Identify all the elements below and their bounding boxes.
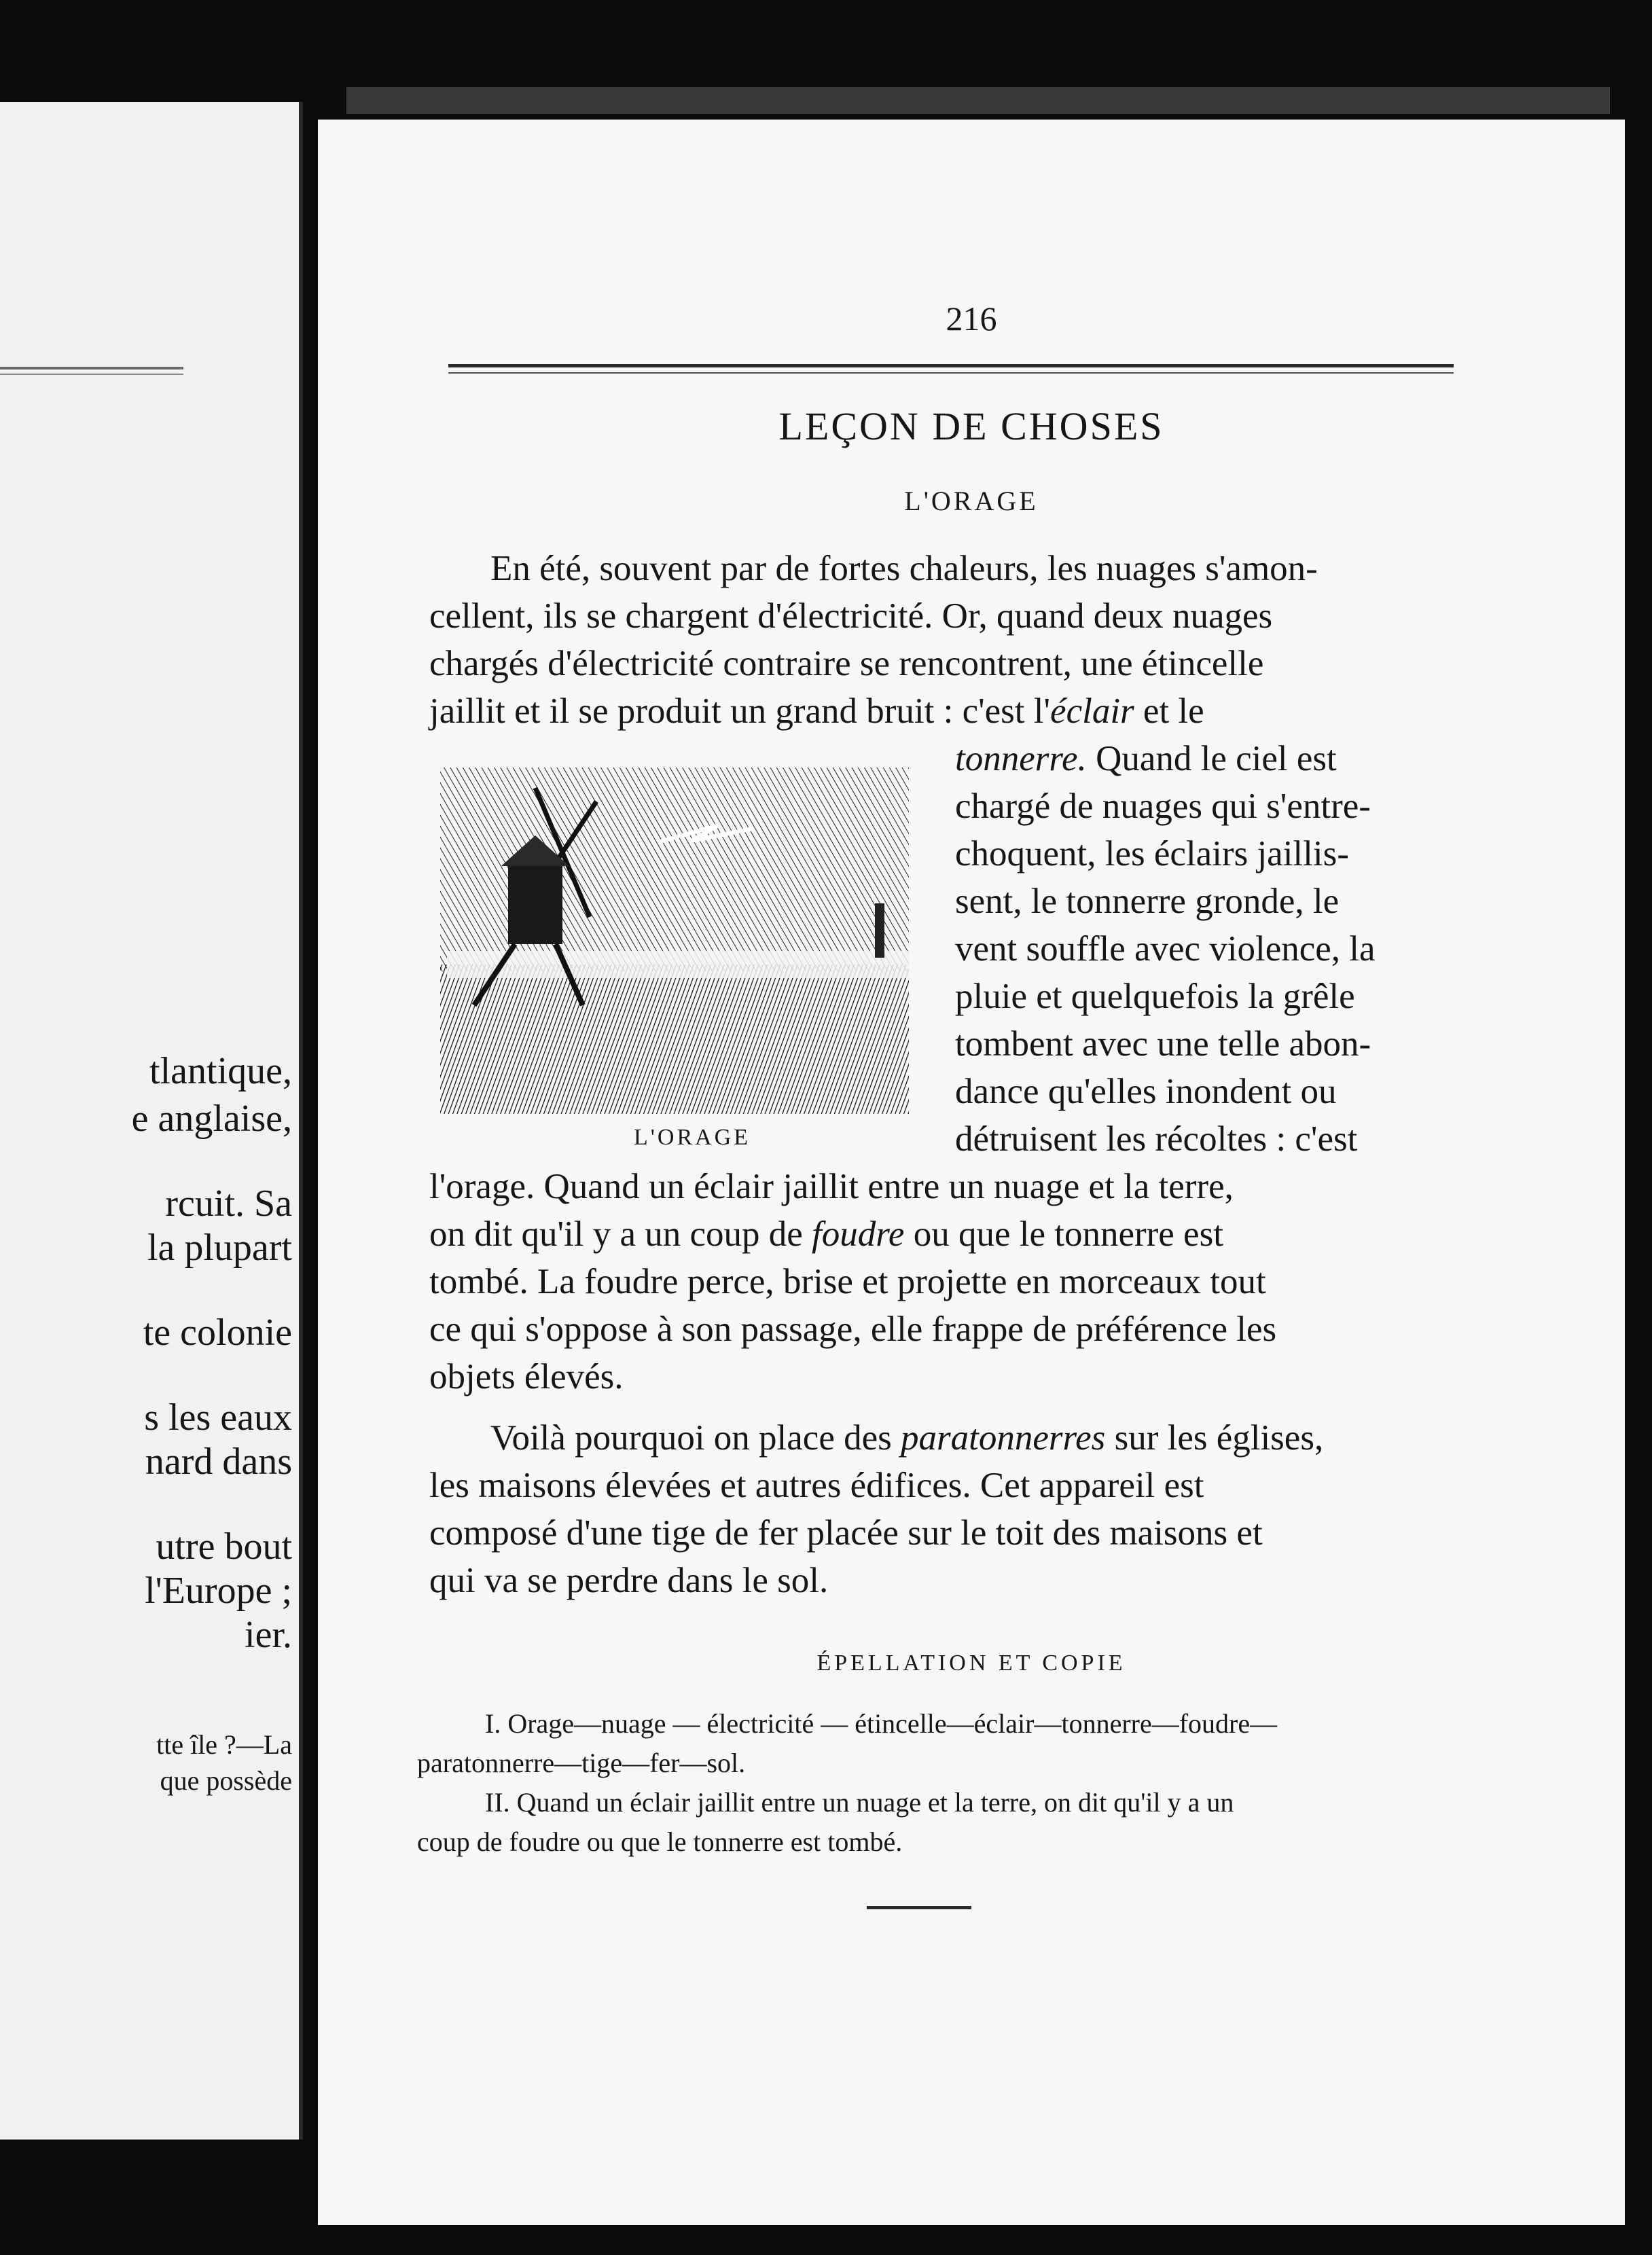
paragraph-line: cellent, ils se chargent d'électricité. Or, quand deux nuages (429, 596, 1273, 636)
left-page-fragment: s les eaux (144, 1396, 292, 1439)
exercise-title: ÉPELLATION ET COPIE (816, 1650, 1126, 1676)
left-page-fragment: ier. (245, 1614, 292, 1656)
paragraph-text: on dit qu'il y a un coup de (429, 1214, 812, 1254)
paragraph-text: Voilà pourquoi on place des (490, 1418, 901, 1458)
left-page-rule-thin (0, 374, 183, 375)
exercise-line: coup de foudre ou que le tonnerre est tombé. (417, 1826, 903, 1857)
paragraph-line: tombent avec une telle abon- (955, 1024, 1371, 1064)
paragraph-line: les maisons élevées et autres édifices. Cet appareil est (429, 1466, 1204, 1505)
italic-term-tonnerre: tonnerre. (955, 739, 1087, 778)
page-number: 216 (946, 300, 997, 338)
paragraph-line: détruisent les récoltes : c'est (955, 1119, 1358, 1159)
page-stack-edge (346, 87, 1610, 114)
paragraph-line (490, 1414, 1323, 1462)
left-page-fragment: utre bout (156, 1526, 292, 1568)
paragraph-line: tombé. La foudre perce, brise et projette en morceaux tout (429, 1262, 1266, 1301)
paragraph-line: vent souffle avec violence, la (955, 929, 1376, 969)
paragraph-line (955, 735, 1337, 782)
exercise-line: II. Quand un éclair jaillit entre un nuage et la terre, on dit qu'il y a un (485, 1787, 1234, 1818)
left-page-fragment: que possède (160, 1765, 292, 1796)
header-rule (448, 364, 1454, 367)
paragraph-line: objets élevés. (429, 1357, 624, 1396)
exercise-line: paratonnerre—tige—fer—sol. (417, 1748, 746, 1778)
paragraph-line: En été, souvent par de fortes chaleurs, les nuages s'amon- (490, 549, 1318, 588)
left-page-fragment: nard dans (145, 1441, 292, 1483)
left-page-rule (0, 367, 183, 369)
paragraph-line (429, 687, 1204, 735)
left-page-fragment: e anglaise, (131, 1098, 292, 1140)
storm-windmill-illustration (433, 761, 917, 1119)
exercise-line: I. Orage—nuage — électricité — étincelle—éclair—tonnerre—foudre— (485, 1708, 1278, 1739)
paragraph-text: sur les églises, (1105, 1418, 1324, 1458)
left-page-fragment: la plupart (147, 1227, 292, 1269)
main-page (318, 120, 1625, 2225)
end-rule (867, 1906, 971, 1909)
paragraph-line: sent, le tonnerre gronde, le (955, 882, 1340, 921)
illustration-caption: L'ORAGE (634, 1125, 751, 1150)
page-subtitle: L'ORAGE (904, 486, 1039, 516)
left-page (0, 102, 303, 2140)
italic-term-paratonnerres: paratonnerres (901, 1418, 1106, 1458)
left-page-fragment: tlantique, (149, 1050, 292, 1092)
paragraph-text: ou que le tonnerre est (904, 1214, 1223, 1254)
paragraph-line: composé d'une tige de fer placée sur le toit des maisons et (429, 1513, 1263, 1553)
paragraph-text: et le (1134, 691, 1204, 731)
paragraph-line: chargé de nuages qui s'entre- (955, 787, 1371, 826)
paragraph-line: dance qu'elles inondent ou (955, 1072, 1337, 1111)
header-rule-thin (448, 372, 1454, 374)
paragraph-line: choquent, les éclairs jaillis- (955, 834, 1349, 873)
left-page-fragment: tte île ?—La (156, 1729, 292, 1760)
left-page-fragment: te colonie (143, 1312, 292, 1354)
left-page-fragment: rcuit. Sa (165, 1183, 292, 1225)
paragraph-line: pluie et quelquefois la grêle (955, 977, 1355, 1016)
paragraph-text: Quand le ciel est (1086, 739, 1337, 778)
italic-term-foudre: foudre (812, 1214, 905, 1254)
paragraph-line: l'orage. Quand un éclair jaillit entre un nuage et la terre, (429, 1167, 1234, 1206)
left-page-fragment: l'Europe ; (145, 1570, 292, 1612)
paragraph-line (429, 1210, 1223, 1258)
paragraph-line: chargés d'électricité contraire se rencontrent, une étincelle (429, 644, 1264, 683)
paragraph-line: qui va se perdre dans le sol. (429, 1561, 829, 1600)
paragraph-text: jaillit et il se produit un grand bruit : c'est l' (429, 691, 1051, 731)
italic-term-eclair: éclair (1050, 691, 1134, 731)
page-title: LEÇON DE CHOSES (778, 404, 1164, 448)
paragraph-line: ce qui s'oppose à son passage, elle frappe de préférence les (429, 1310, 1277, 1349)
